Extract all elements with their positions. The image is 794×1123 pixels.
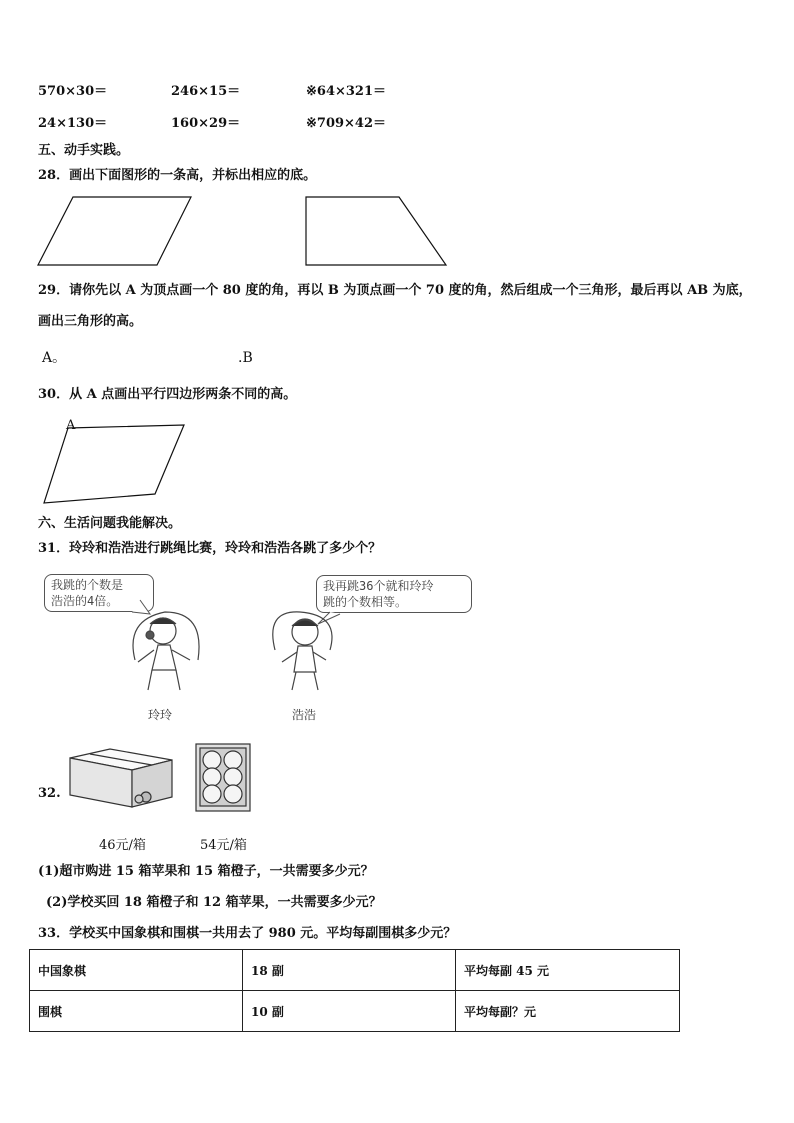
q30-parallelogram	[44, 425, 184, 503]
q29-text-line2: 画出三角形的高。	[38, 314, 143, 329]
section-6-heading: 六、生活问题我能解决。	[38, 516, 182, 531]
q29-point-a: A。	[42, 350, 67, 366]
section-5-heading: 五、动手实践。	[38, 143, 130, 158]
calc-r1-c2: 246×15＝	[171, 84, 241, 99]
q30-text: 30．从 A 点画出平行四边形两条不同的高。	[38, 387, 297, 402]
q33-table	[29, 949, 680, 1032]
boy-jumping-rope-icon	[273, 612, 332, 690]
name-haohao: 浩浩	[292, 708, 317, 722]
table-cell: 中国象棋	[30, 950, 243, 991]
table-cell: 围棋	[30, 991, 243, 1032]
price-apples: 46元/箱	[99, 838, 146, 853]
q28-text: 28．画出下面图形的一条高，并标出相应的底。	[38, 168, 317, 183]
bubble-right-line1: 我再跳36个就和玲玲	[323, 579, 434, 593]
q28-trapezoid	[306, 197, 446, 265]
calc-r1-c3: ※64×321＝	[306, 84, 387, 99]
table-row	[30, 950, 680, 991]
speech-bubble-lingling	[44, 574, 154, 612]
calc-r2-c2: 160×29＝	[171, 116, 241, 131]
q29-text-line1: 29．请你先以 A 为顶点画一个 80 度的角，再以 B 为顶点画一个 70 度的角，然后组成一个三角形，最后再以 AB 为底，	[38, 283, 752, 298]
q29-point-b: .B	[238, 350, 253, 366]
bubble-left-line1: 我跳的个数是	[51, 578, 124, 592]
table-cell: 平均每副？元	[456, 991, 680, 1032]
table-row	[30, 991, 680, 1032]
calc-r1-c1: 570×30＝	[38, 84, 108, 99]
q32-sub1: (1)超市购进 15 箱苹果和 15 箱橙子，一共需要多少元？	[38, 864, 374, 879]
apple-box-icon	[70, 749, 172, 807]
q30-vertex-a: A	[66, 418, 76, 433]
table-cell: 10 副	[243, 991, 456, 1032]
name-lingling: 玲玲	[148, 708, 173, 722]
q33-text: 33．学校买中国象棋和围棋一共用去了 980 元。平均每副围棋多少元？	[38, 926, 457, 941]
calc-r2-c1: 24×130＝	[38, 116, 108, 131]
table-cell: 平均每副 45 元	[456, 950, 680, 991]
q31-text: 31．玲玲和浩浩进行跳绳比赛，玲玲和浩浩各跳了多少个？	[38, 541, 382, 556]
bubble-right-line2: 跳的个数相等。	[323, 595, 408, 609]
table-cell: 18 副	[243, 950, 456, 991]
girl-jumping-rope-icon	[133, 612, 199, 690]
price-oranges: 54元/箱	[200, 838, 247, 853]
q28-parallelogram	[38, 197, 191, 265]
bubble-left-line2: 浩浩的4倍。	[51, 594, 119, 608]
calc-r2-c3: ※709×42＝	[306, 116, 387, 131]
q32-number: 32.	[38, 786, 61, 801]
orange-box-icon	[196, 744, 250, 811]
speech-bubble-haohao	[316, 575, 472, 613]
q32-sub2: (2)学校买回 18 箱橙子和 12 箱苹果，一共需要多少元？	[46, 895, 382, 910]
